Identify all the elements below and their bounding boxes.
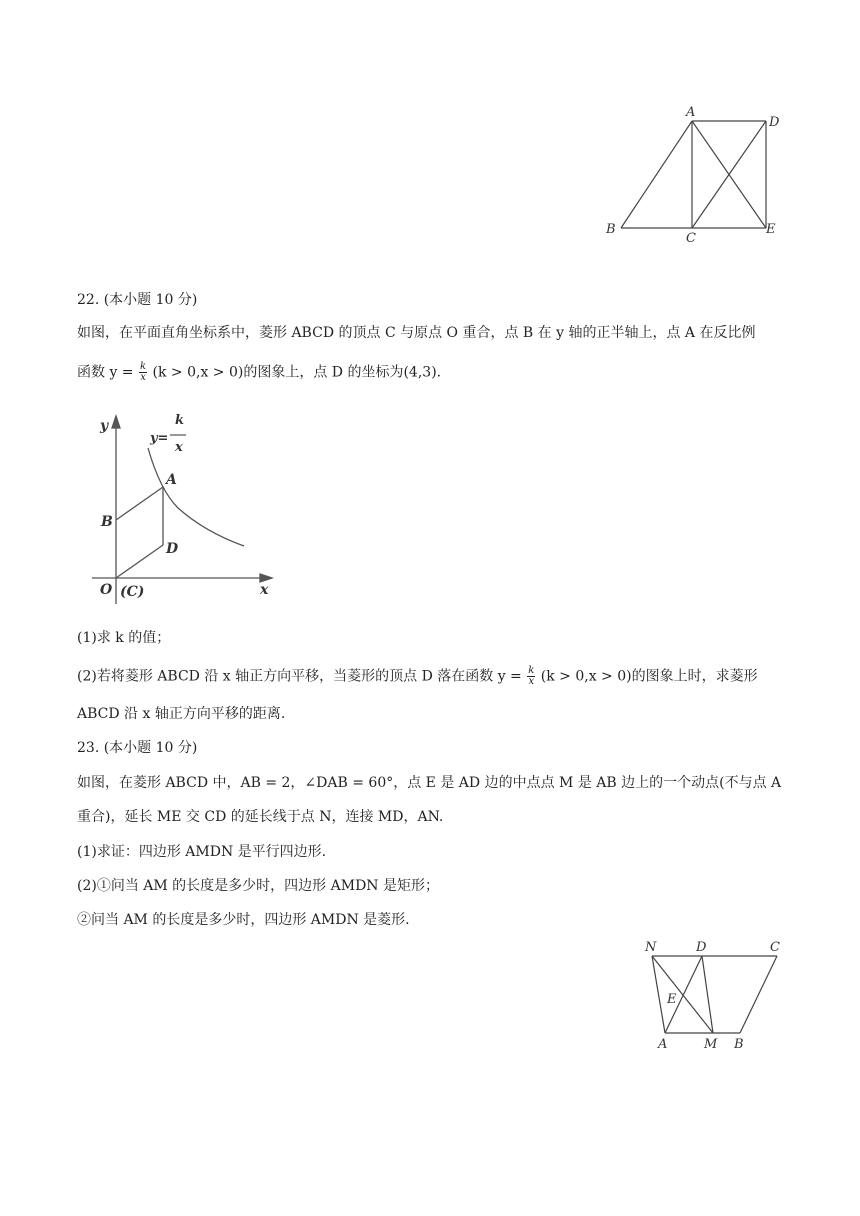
graph-curve-eq: y= — [150, 431, 169, 446]
graph-curve-den: x — [175, 440, 183, 455]
rhombus-side-ba — [116, 487, 163, 520]
graph-a-label: A — [166, 472, 177, 488]
graph-c-label: (C) — [120, 584, 145, 600]
q22-header: 22. (本小题 10 分) — [77, 292, 198, 308]
q23-label-n: N — [645, 940, 657, 955]
q23-label-e: E — [667, 992, 677, 1007]
y-axis-arrow — [112, 416, 120, 428]
q22-frac-den: x — [140, 372, 146, 383]
edge-cb — [740, 956, 777, 1033]
q23-intro-line1: 如图，在菱形 ABCD 中，AB = 2，∠DAB = 60°，点 E 是 AD 边的中点点 M 是 AB 边上的一个动点(不与点 A — [77, 775, 782, 791]
q22-part2-line1 — [77, 666, 758, 687]
q22-intro-func-suffix: (k > 0,x > 0)的图象上，点 D 的坐标为(4,3). — [152, 364, 442, 381]
q23-label-m: M — [704, 1037, 718, 1052]
q22-part2-fraction — [527, 666, 535, 687]
figure-q22-graph — [88, 408, 278, 608]
graph-y-label: y — [100, 418, 109, 434]
label-e: E — [766, 222, 776, 237]
q23-label-c: C — [770, 940, 780, 955]
label-a: A — [686, 105, 696, 120]
graph-curve-num: k — [175, 413, 185, 428]
graph-b-label: B — [101, 514, 113, 530]
label-c: C — [686, 231, 696, 245]
q22-fraction — [139, 362, 147, 383]
q22-intro-line1: 如图，在平面直角坐标系中，菱形 ABCD 的顶点 C 与原点 O 重合，点 B 在 y 轴的正半轴上，点 A 在反比例 — [77, 325, 756, 341]
q22-intro-line2 — [77, 362, 441, 383]
q22-part2-line2: ABCD 沿 x 轴正方向平移的距离. — [77, 706, 286, 722]
graph-x-label: x — [260, 582, 269, 598]
q23-intro-line2: 重合)，延长 ME 交 CD 的延长线于点 N，连接 MD，AN. — [77, 809, 444, 825]
graph-o-label: O — [100, 582, 113, 598]
q23-part2a: (2)①问当 AM 的长度是多少时，四边形 AMDN 是矩形； — [77, 878, 439, 894]
q22-part2-frac-den: x — [528, 676, 535, 687]
figure-q23-parallelogram — [640, 936, 790, 1056]
graph-d-label: D — [166, 541, 179, 557]
label-b: B — [606, 222, 616, 237]
q23-label-a: A — [658, 1037, 668, 1052]
q23-label-b: B — [734, 1037, 744, 1052]
q22-part2-frac-num: k — [528, 665, 535, 676]
q22-part1: (1)求 k 的值； — [77, 630, 171, 646]
edge-ba — [621, 121, 692, 228]
q22-intro-func-prefix: 函数 y = — [77, 364, 134, 381]
x-axis-arrow — [260, 574, 272, 582]
label-d: D — [769, 115, 780, 130]
edge-na — [652, 956, 665, 1033]
figure-top-geometry — [596, 100, 796, 245]
q22-part2-prefix: (2)若将菱形 ABCD 沿 x 轴正方向平移，当菱形的顶点 D 落在函数 y = — [77, 668, 522, 685]
q23-part2b: ②问当 AM 的长度是多少时，四边形 AMDN 是菱形. — [77, 912, 410, 928]
q23-part1: (1)求证：四边形 AMDN 是平行四边形. — [77, 844, 327, 860]
q22-frac-num: k — [140, 361, 147, 372]
q23-label-d: D — [696, 940, 707, 955]
q22-part2-suffix: (k > 0,x > 0)的图象上时，求菱形 — [540, 668, 758, 685]
rhombus-side-dc — [116, 545, 163, 578]
q23-header: 23. (本小题 10 分) — [77, 740, 198, 756]
